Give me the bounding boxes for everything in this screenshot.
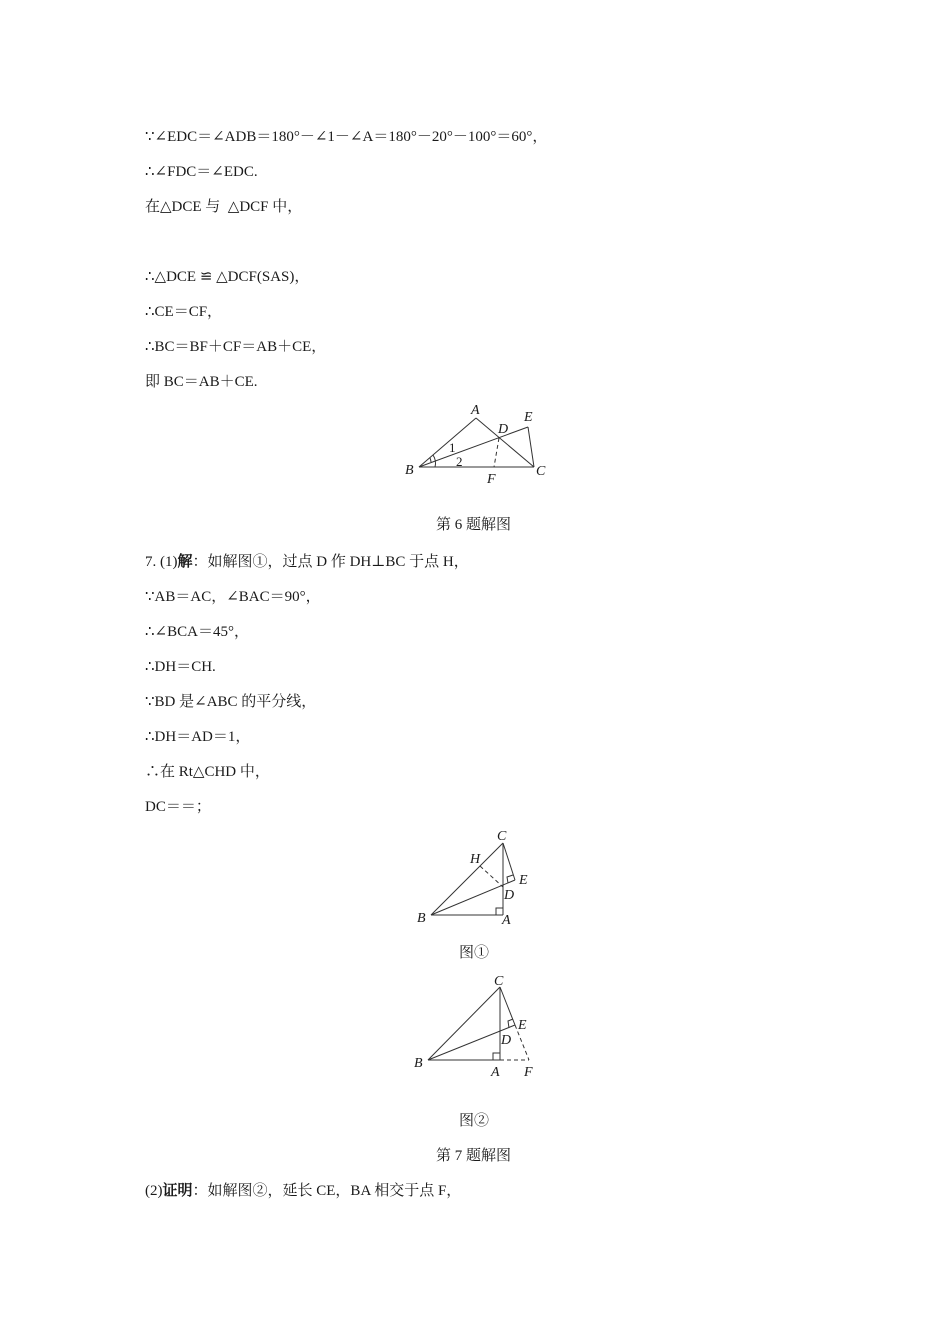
fig6-label-c: C — [536, 464, 546, 479]
q7-part2-number: (2) — [145, 1183, 163, 1199]
fig7-2-label-e: E — [518, 1018, 527, 1033]
fig7-1-label-h: H — [470, 852, 481, 867]
fig7-1-label-d: D — [504, 888, 515, 903]
fig7-1-label-b: B — [417, 911, 426, 926]
fig7-1-label-e: E — [519, 873, 528, 888]
fig6-label-d: D — [498, 422, 509, 437]
figure-7-1-caption: 图① — [459, 945, 490, 961]
fig6-label-f: F — [487, 472, 496, 487]
figure-6-caption: 第 6 题解图 — [436, 517, 512, 533]
proof-line-bc-sum: ∴BC＝BF＋CF＝AB＋CE， — [145, 339, 327, 355]
q7-number: 7. (1) — [145, 554, 178, 570]
fig6-label-b: B — [405, 463, 414, 478]
proof-line-angle-edc: ∵∠EDC＝∠ADB＝180°－∠1－∠A＝180°－20°－100°＝60°， — [145, 129, 548, 145]
fig7-2-label-a: A — [491, 1065, 500, 1080]
q7-part2-text: ：如解图②，延长 CE，BA 相交于点 F， — [192, 1183, 462, 1199]
q7-line-ab-ac: ∵AB＝AC，∠BAC＝90°， — [145, 589, 321, 605]
fig7-2-label-f: F — [524, 1065, 533, 1080]
q7-line-dh-ch: ∴DH＝CH. — [145, 659, 216, 675]
fig7-2-label-d: D — [501, 1033, 512, 1048]
fig7-2-label-b: B — [414, 1056, 423, 1071]
proof-line-angle-fdc: ∴∠FDC＝∠EDC. — [145, 164, 258, 180]
figure-7-2-caption: 图② — [459, 1113, 490, 1129]
fig7-1-label-a: A — [502, 913, 511, 928]
proof-line-congruent: ∴△DCE ≌ △DCF(SAS)， — [145, 269, 310, 285]
q7-line-rt-chd: ∴在 Rt△CHD 中， — [145, 764, 270, 780]
q7-heading-text: ：如解图①，过点 D 作 DH⊥BC 于点 H， — [192, 554, 469, 570]
q7-line-bisector: ∵BD 是∠ABC 的平分线， — [145, 694, 317, 710]
proof-line-ce-cf: ∴CE＝CF， — [145, 304, 223, 320]
proof-line-triangles: 在△DCE 与 △DCF 中， — [145, 199, 303, 215]
q7-solution-label: 解 — [177, 554, 193, 570]
q7-line-dc: DC＝＝； — [145, 799, 211, 815]
fig7-2-label-c: C — [494, 974, 504, 989]
q7-proof-label: 证明 — [162, 1183, 193, 1199]
q7-part2-heading — [145, 1181, 461, 1201]
fig6-label-a: A — [471, 403, 480, 418]
q7-line-bca: ∴∠BCA＝45°， — [145, 624, 249, 640]
fig6-label-angle1: 1 — [449, 440, 456, 455]
figure-7-caption: 第 7 题解图 — [436, 1148, 512, 1164]
proof-line-conclusion: 即 BC＝AB＋CE. — [145, 374, 258, 390]
fig6-label-e: E — [524, 410, 533, 425]
fig6-label-angle2: 2 — [456, 454, 463, 469]
q7-line-dh-ad: ∴DH＝AD＝1， — [145, 729, 251, 745]
fig7-1-label-c: C — [497, 829, 507, 844]
